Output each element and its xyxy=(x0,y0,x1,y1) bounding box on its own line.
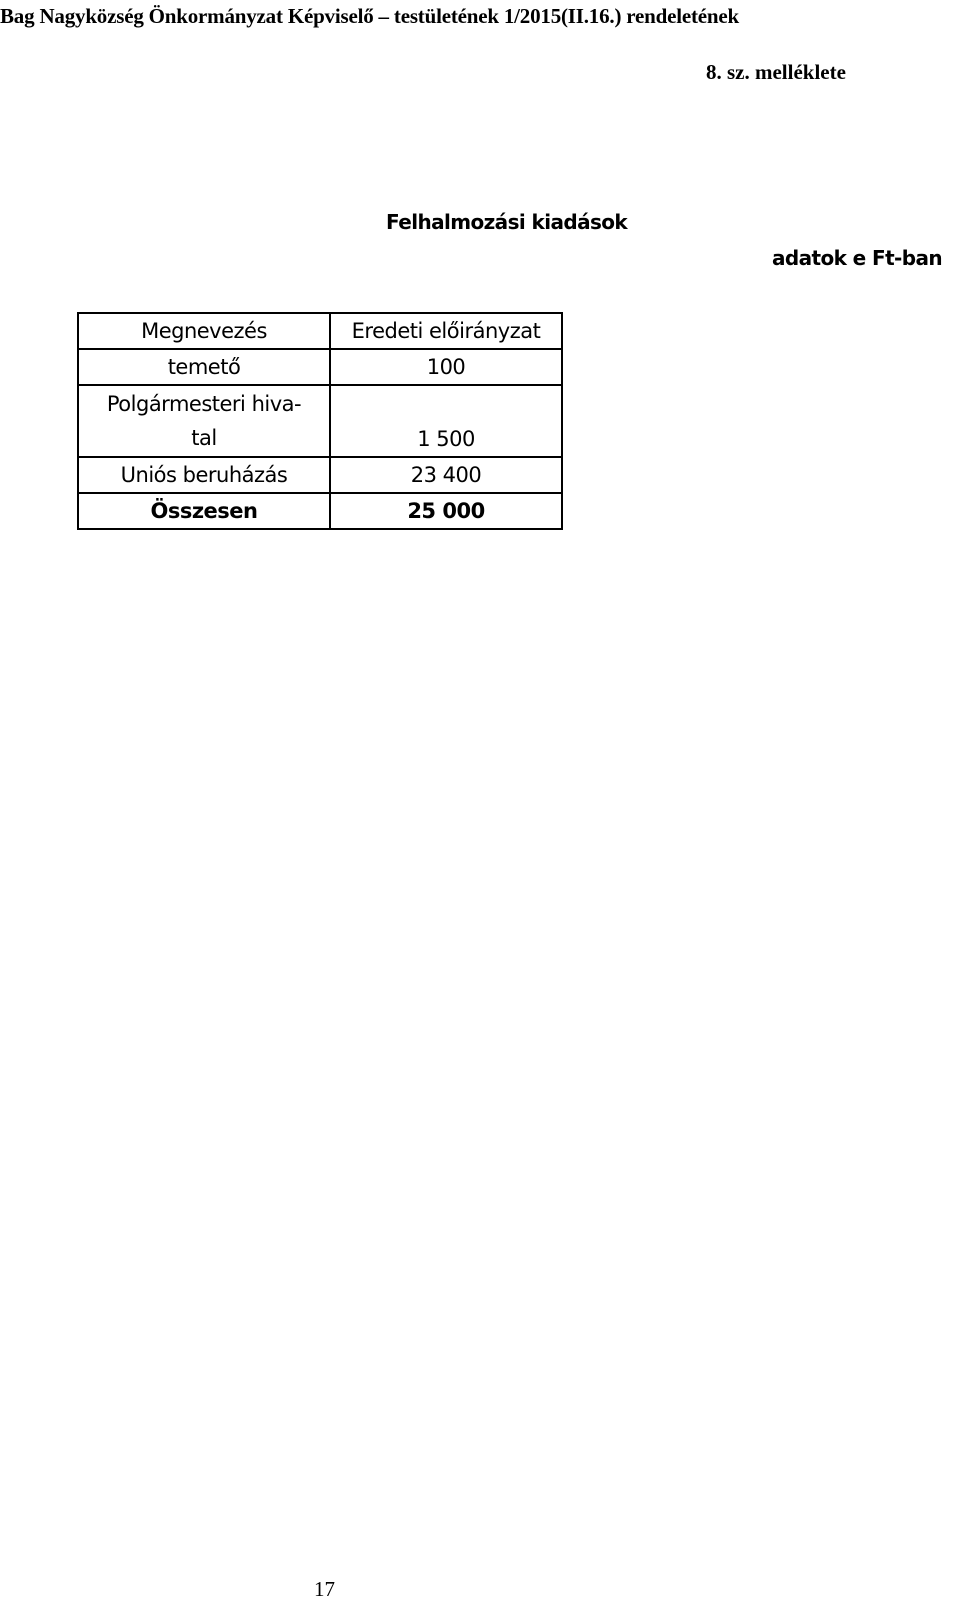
row-value: 23 400 xyxy=(330,457,562,493)
table-row xyxy=(78,385,562,457)
annex-label: 8. sz. melléklete xyxy=(706,60,846,84)
total-label: Összesen xyxy=(78,493,330,529)
row-name-line1: Polgármesteri hiva- xyxy=(106,392,302,416)
page-title: Felhalmozási kiadások xyxy=(386,210,628,234)
page-number: 17 xyxy=(314,1577,335,1601)
row-name xyxy=(78,385,330,457)
column-header-name: Megnevezés xyxy=(78,313,330,349)
row-name-line2: tal xyxy=(191,426,217,450)
row-value: 100 xyxy=(330,349,562,385)
document-header: Bag Nagyközség Önkormányzat Képviselő – testületének 1/2015(II.16.) rendeletének xyxy=(0,4,739,28)
expenditure-table xyxy=(77,312,563,530)
row-value: 1 500 xyxy=(330,385,562,457)
table-total-row xyxy=(78,493,562,529)
row-name: Uniós beruházás xyxy=(78,457,330,493)
row-name: temető xyxy=(78,349,330,385)
table-header-row xyxy=(78,313,562,349)
table-row xyxy=(78,457,562,493)
table-row xyxy=(78,349,562,385)
unit-note: adatok e Ft-ban xyxy=(772,246,942,270)
total-value: 25 000 xyxy=(330,493,562,529)
column-header-value: Eredeti előirányzat xyxy=(330,313,562,349)
